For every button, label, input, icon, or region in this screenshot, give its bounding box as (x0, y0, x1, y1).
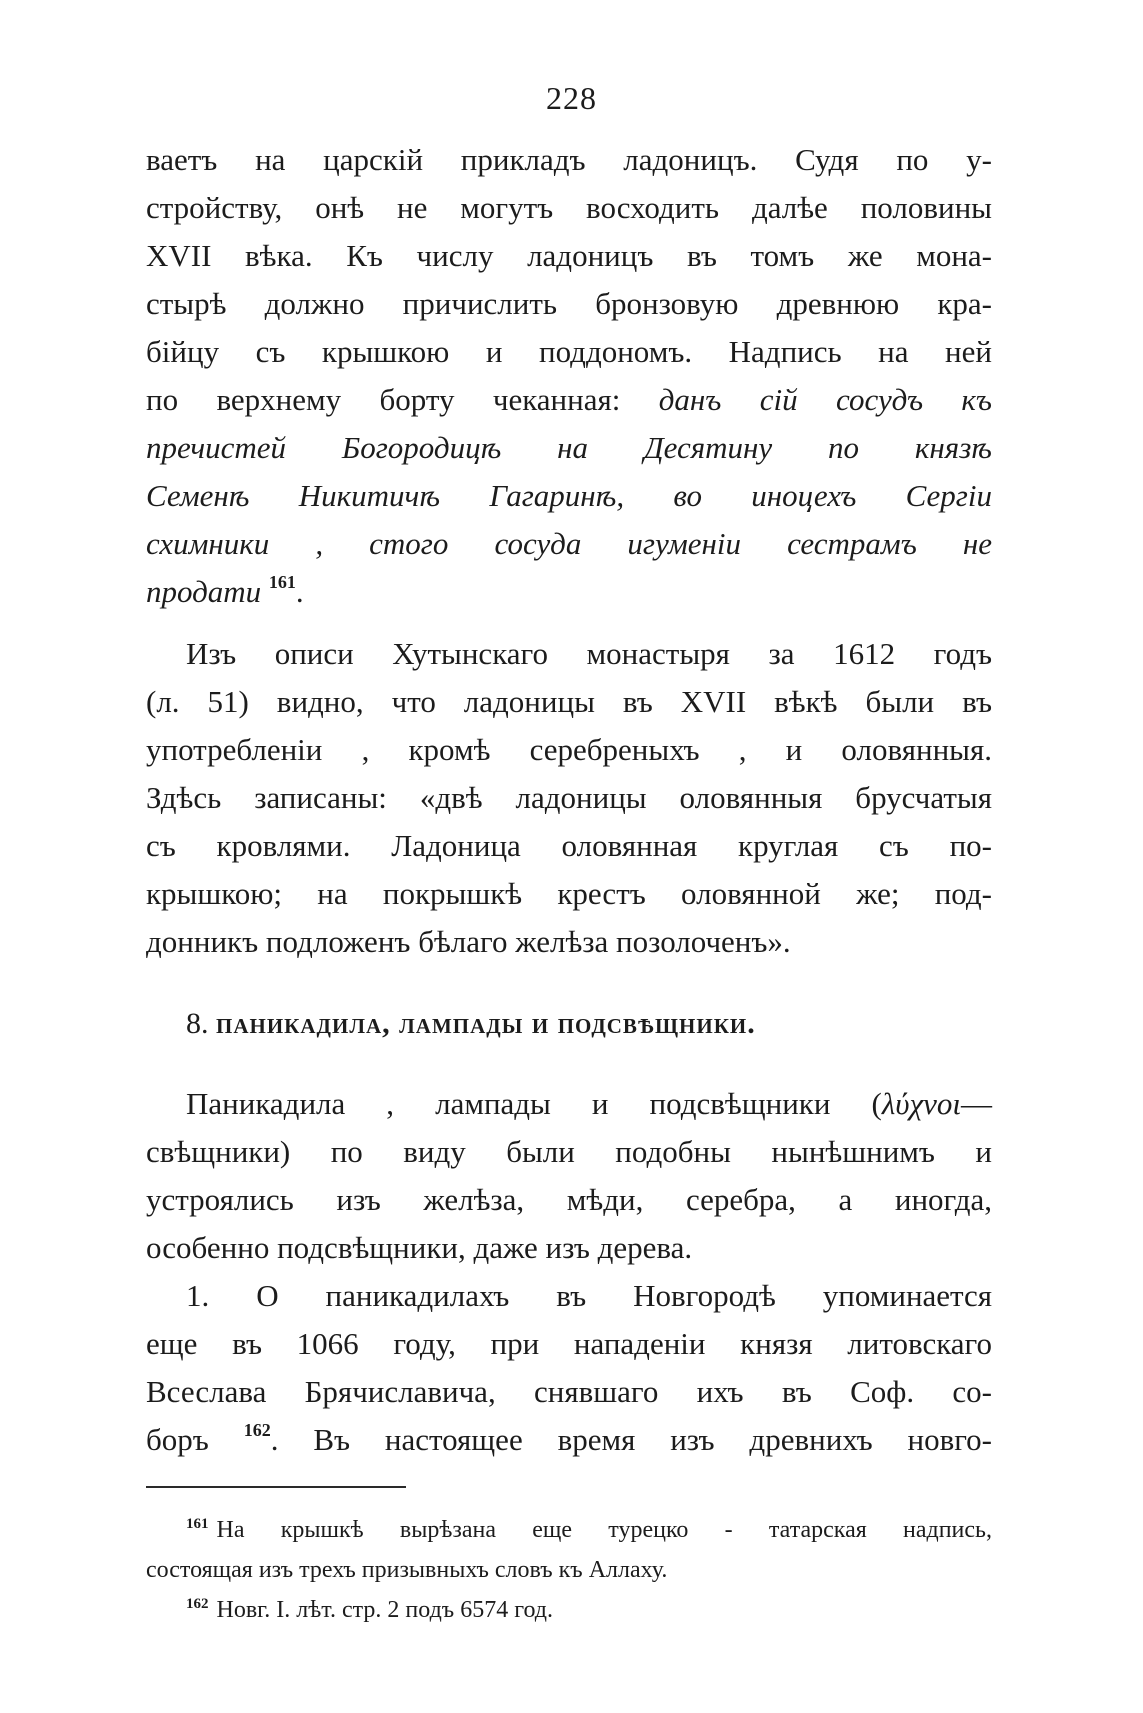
footnote-161 (186, 1510, 992, 1550)
text-line: 1. О паникадилахъ въ Новгородѣ упоминается (186, 1278, 992, 1313)
text-line (186, 1080, 992, 1128)
footnote-number: 161 (186, 1516, 209, 1532)
text-line: употребленіи , кромѣ серебреныхъ , и оловянныя. (146, 732, 992, 767)
text-line: донникъ подложенъ бѣлаго желѣза позолоченъ». (146, 924, 791, 959)
section-title: паникадила, лампады и подсвѣщники. (216, 1007, 756, 1040)
text-line: стройству, онѣ не могутъ восходить далѣе половины (146, 190, 992, 225)
text-line: крышкою; на покрышкѣ крестъ оловянной же; под- (146, 876, 992, 911)
text-line (146, 1416, 992, 1464)
footnote-text: На крышкѣ вырѣзана еще турецко - татарская надпись, (216, 1517, 992, 1543)
footnote-text: Новг. I. лѣт. стр. 2 подъ 6574 год. (216, 1597, 553, 1623)
text-line: съ кровлями. Ладоница оловянная круглая съ по- (146, 828, 992, 863)
footnote-rule (146, 1486, 406, 1488)
footnote-ref-161: 161 (268, 572, 296, 592)
text-span: Паникадила , лампады и подсвѣщники ( (186, 1086, 882, 1121)
italic-inscription: продати (146, 574, 262, 609)
text-line: особенно подсвѣщники, даже изъ дерева. (146, 1230, 693, 1265)
text-line: устроялись изъ желѣза, мѣди, серебра, а иногда, (146, 1182, 992, 1217)
text-line: ваетъ на царскій прикладъ ладоницъ. Судя по у- (146, 142, 992, 177)
text-line: (л. 51) видно, что ладоницы въ XVII вѣкѣ были въ (146, 684, 992, 719)
page-number: 228 (546, 80, 597, 116)
greek-word: λύχνοι (881, 1086, 961, 1121)
text-line: Всеслава Брячиславича, снявшаго ихъ въ Соф. со- (146, 1374, 992, 1409)
text-line: бійцу съ крышкою и поддономъ. Надпись на ней (146, 334, 992, 369)
footnote-162 (186, 1590, 992, 1630)
text-line: еще въ 1066 году, при нападеніи князя литовскаго (146, 1326, 992, 1361)
footnote-number: 162 (186, 1596, 209, 1612)
text-line (146, 376, 992, 424)
italic-inscription-line: пречистей Богородицѣ на Десятину по князѣ (146, 430, 992, 465)
footnote-ref-162: 162 (243, 1420, 271, 1440)
italic-inscription-line: Семенѣ Никитичѣ Гагаринѣ, во иноцехъ Сергіи (146, 478, 992, 513)
text-span: — (961, 1086, 992, 1121)
text-line (146, 568, 992, 616)
text-line: Изъ описи Хутынскаго монастыря за 1612 годъ (186, 636, 992, 671)
footnote-161-continued: состоящая изъ трехъ призывныхъ словъ къ Аллаху. (146, 1557, 668, 1583)
section-heading (186, 1000, 992, 1048)
text-span: . (295, 574, 304, 609)
text-line: стырѣ должно причислить бронзовую древнюю кра- (146, 286, 992, 321)
text-span: по верхнему борту чеканная: (146, 382, 659, 417)
text-span: боръ (146, 1422, 209, 1457)
text-span: . Въ настоящее время изъ древнихъ новго- (270, 1422, 992, 1457)
italic-inscription-line: схимники , стого сосуда игуменіи сестрамъ не (146, 526, 992, 561)
italic-inscription: данъ сій сосудъ къ (658, 382, 992, 417)
text-line: XVII вѣка. Къ числу ладоницъ въ томъ же мона- (146, 238, 992, 273)
text-line: Здѣсь записаны: «двѣ ладоницы оловянныя брусчатыя (146, 780, 992, 815)
section-number: 8. (186, 1007, 209, 1040)
text-line: свѣщники) по виду были подобны нынѣшнимъ и (146, 1134, 992, 1169)
